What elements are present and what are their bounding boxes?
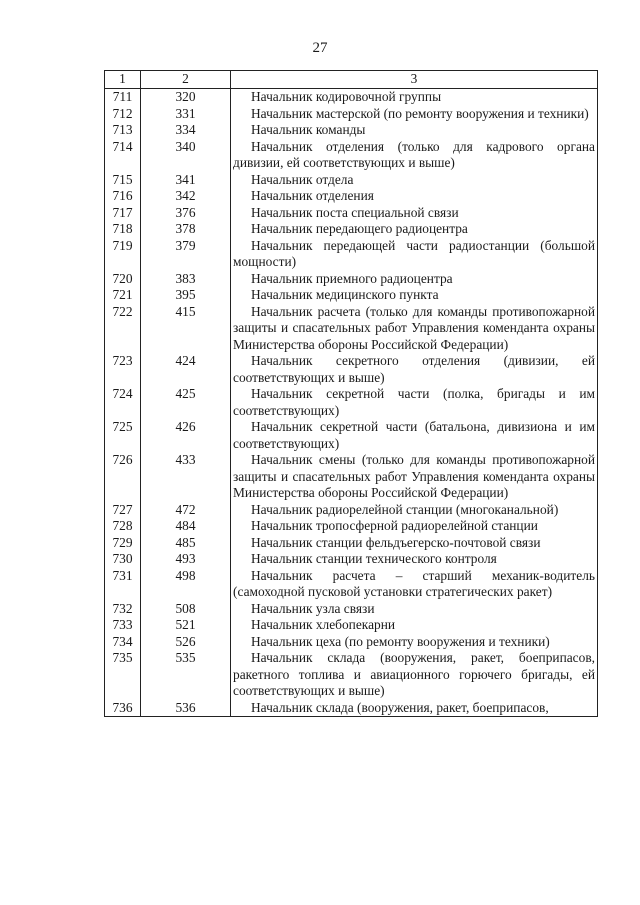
position-code: 342 bbox=[141, 188, 231, 205]
row-number: 732 bbox=[105, 601, 141, 618]
row-number: 716 bbox=[105, 188, 141, 205]
row-number: 726 bbox=[105, 452, 141, 502]
position-title-cell bbox=[231, 502, 598, 519]
table-row bbox=[105, 221, 598, 238]
row-number: 728 bbox=[105, 518, 141, 535]
row-number: 722 bbox=[105, 304, 141, 354]
table-row bbox=[105, 518, 598, 535]
table-row bbox=[105, 271, 598, 288]
table-row bbox=[105, 287, 598, 304]
position-code: 383 bbox=[141, 271, 231, 288]
position-title-cell bbox=[231, 419, 598, 452]
position-code: 341 bbox=[141, 172, 231, 189]
position-title: Начальник станции технического контроля bbox=[251, 551, 497, 566]
position-code: 426 bbox=[141, 419, 231, 452]
table-row bbox=[105, 568, 598, 601]
table-row bbox=[105, 601, 598, 618]
row-number: 734 bbox=[105, 634, 141, 651]
position-code: 498 bbox=[141, 568, 231, 601]
table-row bbox=[105, 238, 598, 271]
row-number: 719 bbox=[105, 238, 141, 271]
table-row bbox=[105, 452, 598, 502]
position-title-cell bbox=[231, 271, 598, 288]
position-title: Начальник смены (только для команды противопожарной защиты и спасательных работ Управления коменданта охраны Министерства обороны Российской Федерации) bbox=[233, 452, 595, 500]
row-number: 724 bbox=[105, 386, 141, 419]
position-title: Начальник отдела bbox=[251, 171, 354, 187]
position-title-cell bbox=[231, 452, 598, 502]
table-row bbox=[105, 304, 598, 354]
position-code: 521 bbox=[141, 617, 231, 634]
position-title-cell bbox=[231, 188, 598, 205]
position-title-cell bbox=[231, 700, 598, 717]
table-row bbox=[105, 386, 598, 419]
position-title-cell bbox=[231, 106, 598, 123]
row-number: 711 bbox=[105, 89, 141, 106]
row-number: 715 bbox=[105, 172, 141, 189]
row-number: 721 bbox=[105, 287, 141, 304]
position-title-cell bbox=[231, 601, 598, 618]
row-number: 730 bbox=[105, 551, 141, 568]
position-title: Начальник склада (вооружения, ракет, боеприпасов, bbox=[251, 699, 549, 715]
position-title: Начальник передающей части радиостанции (большой мощности) bbox=[233, 237, 595, 269]
row-number: 736 bbox=[105, 700, 141, 717]
table-header bbox=[105, 71, 598, 89]
row-number: 731 bbox=[105, 568, 141, 601]
table-body bbox=[105, 89, 598, 717]
position-title: Начальник отделения bbox=[251, 188, 374, 203]
position-title-cell bbox=[231, 617, 598, 634]
position-code: 340 bbox=[141, 139, 231, 172]
table-row bbox=[105, 650, 598, 700]
position-title-cell bbox=[231, 238, 598, 271]
position-title-cell bbox=[231, 551, 598, 568]
position-title-cell bbox=[231, 89, 598, 106]
row-number: 735 bbox=[105, 650, 141, 700]
position-title: Начальник расчета (только для команды противопожарной защиты и спасательных работ Управления коменданта охраны Министерства обороны Российской Федерации) bbox=[233, 303, 595, 352]
table-row bbox=[105, 419, 598, 452]
row-number: 733 bbox=[105, 617, 141, 634]
position-title: Начальник станции фельдъегерско-почтовой связи bbox=[251, 534, 541, 550]
row-number: 729 bbox=[105, 535, 141, 552]
position-code: 334 bbox=[141, 122, 231, 139]
position-code: 526 bbox=[141, 634, 231, 651]
position-title-cell bbox=[231, 650, 598, 700]
row-number: 714 bbox=[105, 139, 141, 172]
position-title-cell bbox=[231, 634, 598, 651]
table-row bbox=[105, 205, 598, 222]
position-title-cell bbox=[231, 122, 598, 139]
position-code: 425 bbox=[141, 386, 231, 419]
position-title: Начальник цеха (по ремонту вооружения и техники) bbox=[251, 633, 550, 649]
position-title: Начальник радиорелейной станции (многоканальной) bbox=[251, 501, 559, 517]
row-number: 712 bbox=[105, 106, 141, 123]
position-title-cell bbox=[231, 139, 598, 172]
position-title-cell bbox=[231, 386, 598, 419]
position-code: 536 bbox=[141, 700, 231, 717]
position-title-cell bbox=[231, 221, 598, 238]
position-title-cell bbox=[231, 304, 598, 354]
table-row bbox=[105, 122, 598, 139]
table-row bbox=[105, 106, 598, 123]
column-header: 2 bbox=[141, 71, 231, 89]
position-title: Начальник секретного отделения (дивизии, ей соответствующих и выше) bbox=[233, 353, 595, 385]
table-row bbox=[105, 502, 598, 519]
position-title-cell bbox=[231, 287, 598, 304]
position-title: Начальник мастерской (по ремонту вооружения и техники) bbox=[251, 105, 589, 121]
position-code: 331 bbox=[141, 106, 231, 123]
positions-table bbox=[104, 70, 598, 717]
table-row bbox=[105, 617, 598, 634]
page-number: 27 bbox=[312, 40, 328, 56]
position-code: 395 bbox=[141, 287, 231, 304]
position-code: 484 bbox=[141, 518, 231, 535]
position-title: Начальник приемного радиоцентра bbox=[251, 270, 453, 286]
row-number: 713 bbox=[105, 122, 141, 139]
table-row bbox=[105, 634, 598, 651]
row-number: 725 bbox=[105, 419, 141, 452]
position-title-cell bbox=[231, 518, 598, 535]
position-code: 378 bbox=[141, 221, 231, 238]
position-code: 493 bbox=[141, 551, 231, 568]
position-title-cell bbox=[231, 172, 598, 189]
row-number: 727 bbox=[105, 502, 141, 519]
position-code: 508 bbox=[141, 601, 231, 618]
row-number: 723 bbox=[105, 353, 141, 386]
position-title: Начальник тропосферной радиорелейной станции bbox=[251, 518, 538, 533]
table-row bbox=[105, 172, 598, 189]
row-number: 717 bbox=[105, 205, 141, 222]
table-row bbox=[105, 700, 598, 717]
row-number: 720 bbox=[105, 271, 141, 288]
position-code: 376 bbox=[141, 205, 231, 222]
position-code: 472 bbox=[141, 502, 231, 519]
position-title-cell bbox=[231, 535, 598, 552]
position-code: 433 bbox=[141, 452, 231, 502]
position-title: Начальник медицинского пункта bbox=[251, 287, 439, 302]
position-title: Начальник секретной части (батальона, дивизиона и им соответствующих) bbox=[233, 419, 595, 451]
position-code: 535 bbox=[141, 650, 231, 700]
position-title: Начальник расчета – старший механик-водитель (самоходной пусковой установки стратегических ракет) bbox=[233, 567, 595, 599]
table-row bbox=[105, 551, 598, 568]
position-title: Начальник отделения (только для кадрового органа дивизии, ей соответствующих и выше) bbox=[233, 138, 595, 170]
position-code: 379 bbox=[141, 238, 231, 271]
position-code: 415 bbox=[141, 304, 231, 354]
position-title-cell bbox=[231, 568, 598, 601]
position-code: 485 bbox=[141, 535, 231, 552]
column-header: 1 bbox=[105, 71, 141, 89]
table-row bbox=[105, 535, 598, 552]
position-title: Начальник секретной части (полка, бригады и им соответствующих) bbox=[233, 386, 595, 418]
position-title: Начальник передающего радиоцентра bbox=[251, 221, 468, 236]
position-title: Начальник хлебопекарни bbox=[251, 617, 396, 632]
table-row bbox=[105, 89, 598, 106]
position-code: 424 bbox=[141, 353, 231, 386]
position-title: Начальник кодировочной группы bbox=[251, 89, 442, 104]
table-row bbox=[105, 188, 598, 205]
column-header: 3 bbox=[231, 71, 598, 89]
position-title: Начальник поста специальной связи bbox=[251, 204, 459, 220]
row-number: 718 bbox=[105, 221, 141, 238]
position-code: 320 bbox=[141, 89, 231, 106]
position-title-cell bbox=[231, 353, 598, 386]
position-title-cell bbox=[231, 205, 598, 222]
position-title: Начальник склада (вооружения, ракет, боеприпасов, ракетного топлива и авиационного горючего бригады, ей соответствующих и выше) bbox=[233, 650, 595, 698]
position-title: Начальник узла связи bbox=[251, 600, 375, 616]
position-title: Начальник команды bbox=[251, 122, 366, 137]
table-row bbox=[105, 139, 598, 172]
table-row bbox=[105, 353, 598, 386]
